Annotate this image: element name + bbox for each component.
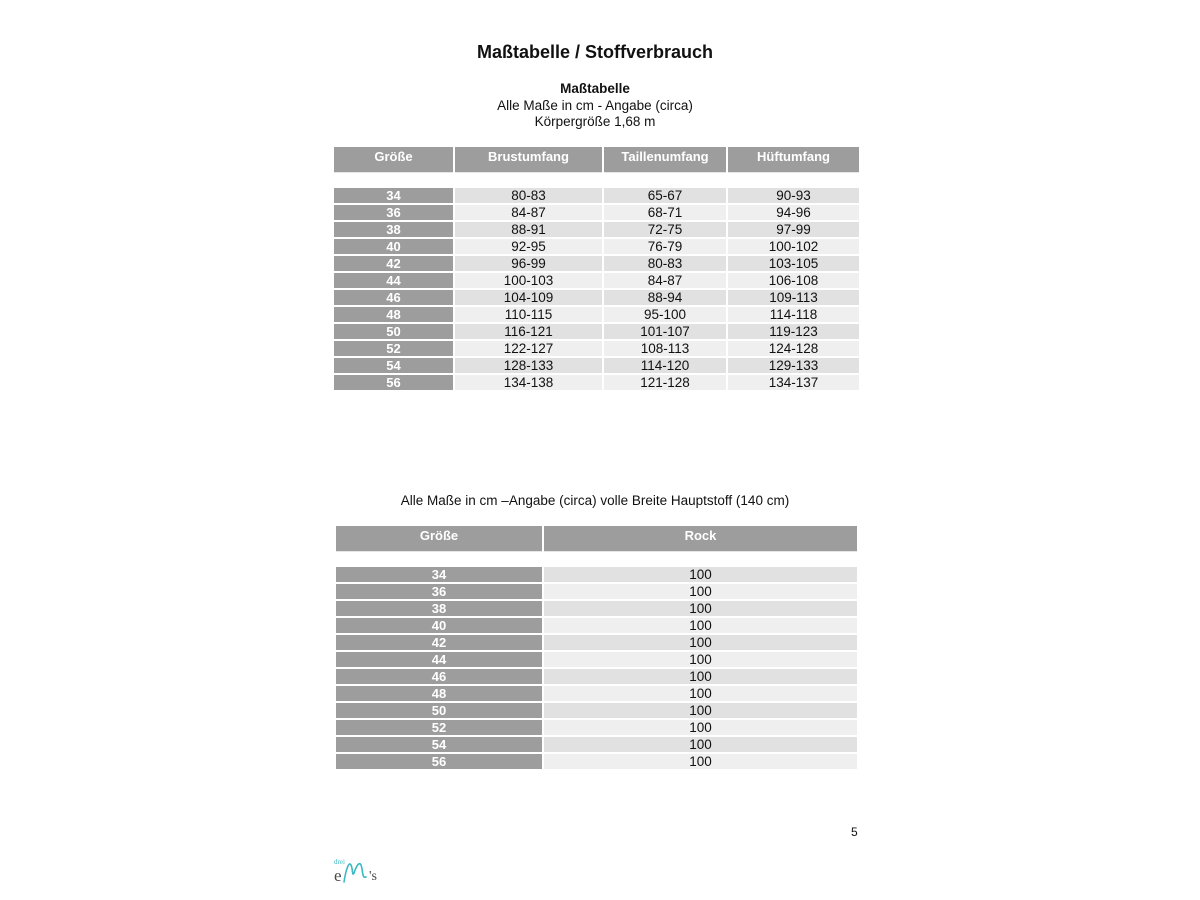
- table-row: [335, 651, 858, 668]
- hip-cell: 100-102: [727, 238, 860, 255]
- waist-cell: 65-67: [603, 188, 727, 204]
- size-cell: 34: [335, 567, 543, 583]
- table-row: [333, 289, 860, 306]
- table-row: [333, 374, 860, 391]
- hip-cell: 109-113: [727, 289, 860, 306]
- table-row: [333, 323, 860, 340]
- bust-cell: 116-121: [454, 323, 603, 340]
- table-row: [335, 583, 858, 600]
- table-row: [333, 204, 860, 221]
- hip-cell: 114-118: [727, 306, 860, 323]
- waist-cell: 68-71: [603, 204, 727, 221]
- waist-cell: 114-120: [603, 357, 727, 374]
- bust-cell: 110-115: [454, 306, 603, 323]
- waist-cell: 80-83: [603, 255, 727, 272]
- table-row: [333, 272, 860, 289]
- table-row: [333, 306, 860, 323]
- hip-cell: 134-137: [727, 374, 860, 391]
- hip-cell: 94-96: [727, 204, 860, 221]
- table-row: [333, 255, 860, 272]
- bust-cell: 134-138: [454, 374, 603, 391]
- size-cell: 48: [335, 685, 543, 702]
- skirt-cell: 100: [543, 617, 858, 634]
- measurement-note: Alle Maße in cm - Angabe (circa): [497, 97, 693, 113]
- table-row: [335, 668, 858, 685]
- size-cell: 46: [333, 289, 454, 306]
- size-cell: 54: [335, 736, 543, 753]
- fabric-table: [334, 526, 859, 771]
- svg-text:'s: 's: [369, 869, 377, 884]
- header-spacer: [333, 173, 860, 189]
- size-cell: 36: [333, 204, 454, 221]
- table-row: [335, 617, 858, 634]
- table-row: [335, 634, 858, 651]
- header-spacer: [335, 552, 858, 568]
- size-cell: 56: [335, 753, 543, 770]
- measurement-table-header: [333, 147, 860, 173]
- size-cell: 44: [333, 272, 454, 289]
- waist-cell: 108-113: [603, 340, 727, 357]
- bust-cell: 80-83: [454, 188, 603, 204]
- bust-cell: 128-133: [454, 357, 603, 374]
- size-cell: 34: [333, 188, 454, 204]
- bust-cell: 84-87: [454, 204, 603, 221]
- waist-cell: 95-100: [603, 306, 727, 323]
- skirt-cell: 100: [543, 567, 858, 583]
- column-header-hip: Hüftumfang: [727, 147, 860, 173]
- table-row: [333, 340, 860, 357]
- column-header-waist: Taillenumfang: [603, 147, 727, 173]
- measurement-table: [332, 147, 861, 392]
- size-cell: 40: [335, 617, 543, 634]
- column-header-size: Größe: [333, 147, 454, 173]
- hip-cell: 90-93: [727, 188, 860, 204]
- logo-mark-icon: [333, 855, 385, 885]
- table-row: [333, 357, 860, 374]
- measurement-intro: [0, 81, 1190, 131]
- table-row: [335, 685, 858, 702]
- page-number: 5: [851, 825, 858, 839]
- skirt-cell: 100: [543, 600, 858, 617]
- size-cell: 50: [335, 702, 543, 719]
- skirt-cell: 100: [543, 753, 858, 770]
- waist-cell: 76-79: [603, 238, 727, 255]
- hip-cell: 124-128: [727, 340, 860, 357]
- bust-cell: 92-95: [454, 238, 603, 255]
- table-row: [335, 753, 858, 770]
- size-cell: 54: [333, 357, 454, 374]
- bust-cell: 100-103: [454, 272, 603, 289]
- size-cell: 56: [333, 374, 454, 391]
- skirt-cell: 100: [543, 685, 858, 702]
- column-header-skirt: Rock: [543, 526, 858, 552]
- fabric-table-header: [335, 526, 858, 552]
- column-header-bust: Brustumfang: [454, 147, 603, 173]
- table-row: [335, 600, 858, 617]
- table-row: [333, 188, 860, 204]
- waist-cell: 84-87: [603, 272, 727, 289]
- size-cell: 52: [335, 719, 543, 736]
- brand-logo: [333, 855, 385, 885]
- skirt-cell: 100: [543, 702, 858, 719]
- table-row: [333, 221, 860, 238]
- size-cell: 42: [333, 255, 454, 272]
- hip-cell: 103-105: [727, 255, 860, 272]
- svg-text:e: e: [334, 866, 342, 885]
- skirt-cell: 100: [543, 583, 858, 600]
- size-cell: 48: [333, 306, 454, 323]
- skirt-cell: 100: [543, 736, 858, 753]
- waist-cell: 88-94: [603, 289, 727, 306]
- hip-cell: 106-108: [727, 272, 860, 289]
- bust-cell: 96-99: [454, 255, 603, 272]
- column-header-size: Größe: [335, 526, 543, 552]
- size-cell: 40: [333, 238, 454, 255]
- svg-text:drei: drei: [334, 858, 345, 866]
- fabric-note: Alle Maße in cm –Angabe (circa) volle Breite Hauptstoff (140 cm): [400, 493, 790, 508]
- size-cell: 38: [335, 600, 543, 617]
- skirt-cell: 100: [543, 634, 858, 651]
- size-cell: 36: [335, 583, 543, 600]
- bust-cell: 104-109: [454, 289, 603, 306]
- size-cell: 52: [333, 340, 454, 357]
- skirt-cell: 100: [543, 668, 858, 685]
- hip-cell: 97-99: [727, 221, 860, 238]
- bust-cell: 122-127: [454, 340, 603, 357]
- page-title: Maßtabelle / Stoffverbrauch: [476, 42, 714, 62]
- waist-cell: 101-107: [603, 323, 727, 340]
- table-row: [335, 702, 858, 719]
- hip-cell: 119-123: [727, 323, 860, 340]
- skirt-cell: 100: [543, 719, 858, 736]
- bust-cell: 88-91: [454, 221, 603, 238]
- skirt-cell: 100: [543, 651, 858, 668]
- table-row: [333, 238, 860, 255]
- measurement-heading: Maßtabelle: [560, 81, 630, 96]
- size-cell: 46: [335, 668, 543, 685]
- size-cell: 50: [333, 323, 454, 340]
- body-height-note: Körpergröße 1,68 m: [534, 114, 656, 129]
- waist-cell: 72-75: [603, 221, 727, 238]
- table-row: [335, 736, 858, 753]
- table-row: [335, 719, 858, 736]
- size-cell: 38: [333, 221, 454, 238]
- table-row: [335, 567, 858, 583]
- size-cell: 42: [335, 634, 543, 651]
- hip-cell: 129-133: [727, 357, 860, 374]
- waist-cell: 121-128: [603, 374, 727, 391]
- size-cell: 44: [335, 651, 543, 668]
